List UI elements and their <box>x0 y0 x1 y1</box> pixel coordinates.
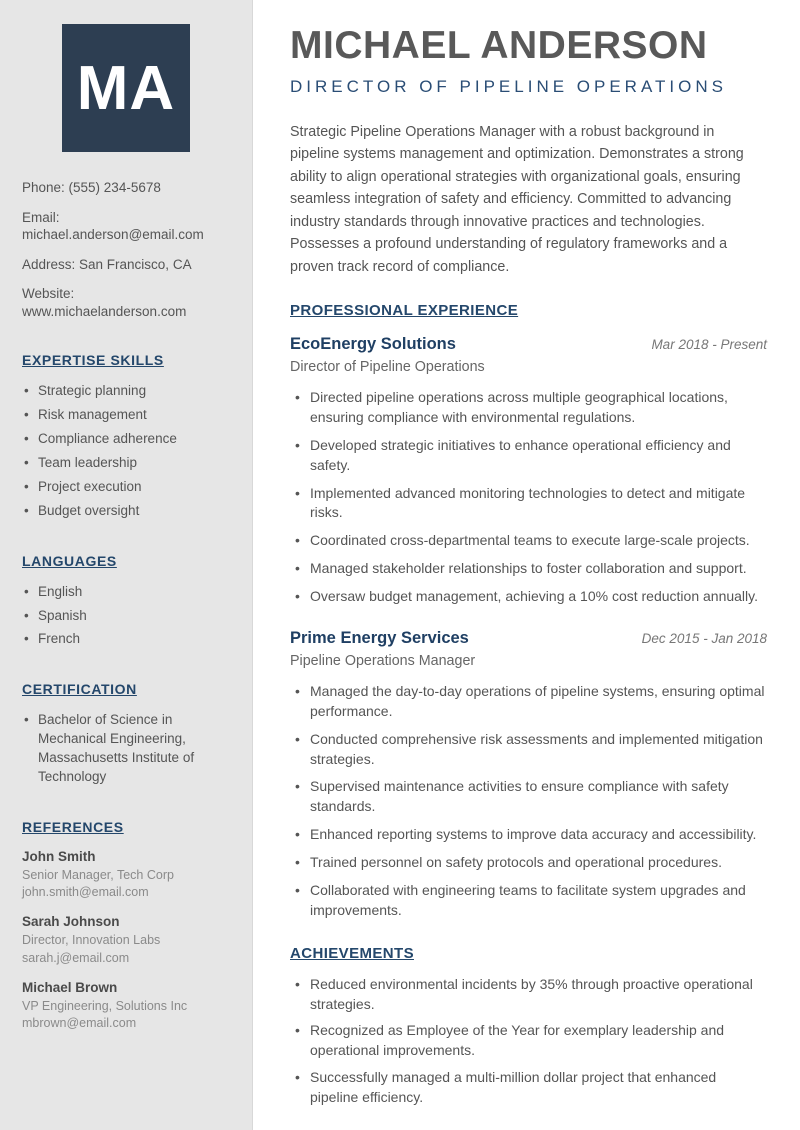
section-heading-languages: LANGUAGES <box>22 552 117 569</box>
job-bullet-list <box>290 682 767 921</box>
reference-role: VP Engineering, Solutions Inc <box>22 998 188 1013</box>
languages-list <box>22 583 230 650</box>
job-bullet: • Enhanced reporting systems to improve data accuracy and accessibility. <box>290 825 767 845</box>
contact-address: Address: San Francisco, CA <box>22 256 192 272</box>
achievement-bullet: • Reduced environmental incidents by 35% through proactive operational strategies. <box>290 975 767 1015</box>
monogram-avatar <box>62 24 190 152</box>
reference-role: Senior Manager, Tech Corp <box>22 867 174 882</box>
skills-list <box>22 382 230 520</box>
candidate-name: MICHAEL ANDERSON <box>290 24 708 67</box>
reference-entry <box>22 914 230 967</box>
language-item: • English <box>22 583 230 602</box>
language-item: • French <box>22 630 230 649</box>
skill-item: • Budget oversight <box>22 502 230 521</box>
employment-dates: Mar 2018 - Present <box>651 337 767 352</box>
reference-name: Michael Brown <box>22 979 118 995</box>
achievement-bullet: • Recognized as Employee of the Year for exemplary leadership and operational improvements. <box>290 1021 767 1061</box>
section-heading-certification: CERTIFICATION <box>22 681 137 698</box>
achievements-list <box>290 975 767 1108</box>
section-heading-references: REFERENCES <box>22 818 124 835</box>
certification-list <box>22 711 230 787</box>
candidate-title: DIRECTOR OF PIPELINE OPERATIONS <box>290 76 727 96</box>
reference-email: john.smith@email.com <box>22 885 149 900</box>
job-bullet: • Oversaw budget management, achieving a 10% cost reduction annually. <box>290 587 767 607</box>
reference-email: mbrown@email.com <box>22 1016 137 1031</box>
job-bullet: • Collaborated with engineering teams to facilitate system upgrades and improvements. <box>290 881 767 921</box>
section-heading-achievements: ACHIEVEMENTS <box>290 944 414 962</box>
skill-item: • Risk management <box>22 406 230 425</box>
certification-item: • Bachelor of Science in Mechanical Engineering, Massachusetts Institute of Technology <box>22 711 230 787</box>
reference-entry <box>22 849 230 902</box>
achievement-bullet: • Successfully managed a multi-million dollar project that enhanced pipeline efficiency. <box>290 1068 767 1108</box>
company-name: EcoEnergy Solutions <box>290 335 456 353</box>
skill-item: • Compliance adherence <box>22 430 230 449</box>
reference-entry <box>22 980 230 1033</box>
section-heading-experience: PROFESSIONAL EXPERIENCE <box>290 302 519 319</box>
company-name: Prime Energy Services <box>290 628 469 647</box>
job-bullet-list <box>290 388 767 607</box>
employment-dates: Dec 2015 - Jan 2018 <box>641 630 767 646</box>
language-item: • Spanish <box>22 607 230 626</box>
main-content <box>253 0 800 1130</box>
job-bullet: • Directed pipeline operations across multiple geographical locations, ensuring compliance with environmental regulations. <box>290 388 767 428</box>
job-bullet: • Developed strategic initiatives to enhance operational efficiency and safety. <box>290 436 767 476</box>
job-bullet: • Conducted comprehensive risk assessments and implemented mitigation strategies. <box>290 730 767 770</box>
contact-info <box>22 179 230 320</box>
job-bullet: • Supervised maintenance activities to ensure compliance with safety standards. <box>290 777 767 817</box>
reference-name: Sarah Johnson <box>22 914 120 930</box>
skill-item: • Team leadership <box>22 454 230 473</box>
skill-item: • Project execution <box>22 478 230 497</box>
experience-entry <box>290 629 767 921</box>
job-role: Director of Pipeline Operations <box>290 359 485 375</box>
job-bullet: • Coordinated cross-departmental teams to execute large-scale projects. <box>290 531 767 551</box>
experience-entry <box>290 335 767 607</box>
contact-email: Email: michael.anderson@email.com <box>22 209 204 243</box>
monogram-initials: MA <box>76 53 176 123</box>
contact-website: Website: www.michaelanderson.com <box>22 286 187 319</box>
reference-name: John Smith <box>22 848 96 864</box>
job-role: Pipeline Operations Manager <box>290 652 476 669</box>
sidebar <box>0 0 253 1130</box>
profile-summary: Strategic Pipeline Operations Manager with a robust background in pipeline systems management and optimization. Demonstrates a strong ability to align operational strategies with organizational goals, ensuring seamless integration of safety and efficiency. Committed to advancing industry standards through innovative practices and technologies. Possesses a profound understanding of regulatory frameworks and a proven track record of compliance. <box>290 123 744 275</box>
contact-phone: Phone: (555) 234-5678 <box>22 180 161 195</box>
job-bullet: • Implemented advanced monitoring technologies to detect and mitigate risks. <box>290 484 767 524</box>
job-bullet: • Trained personnel on safety protocols and operational procedures. <box>290 853 767 873</box>
section-heading-skills: EXPERTISE SKILLS <box>22 352 164 369</box>
job-bullet: • Managed the day-to-day operations of pipeline systems, ensuring optimal performance. <box>290 682 767 722</box>
experience-entry-header <box>290 629 767 648</box>
skill-item: • Strategic planning <box>22 382 230 401</box>
job-bullet: • Managed stakeholder relationships to foster collaboration and support. <box>290 559 767 579</box>
reference-email: sarah.j@email.com <box>22 950 130 965</box>
experience-entry-header <box>290 335 767 354</box>
reference-role: Director, Innovation Labs <box>22 933 161 948</box>
